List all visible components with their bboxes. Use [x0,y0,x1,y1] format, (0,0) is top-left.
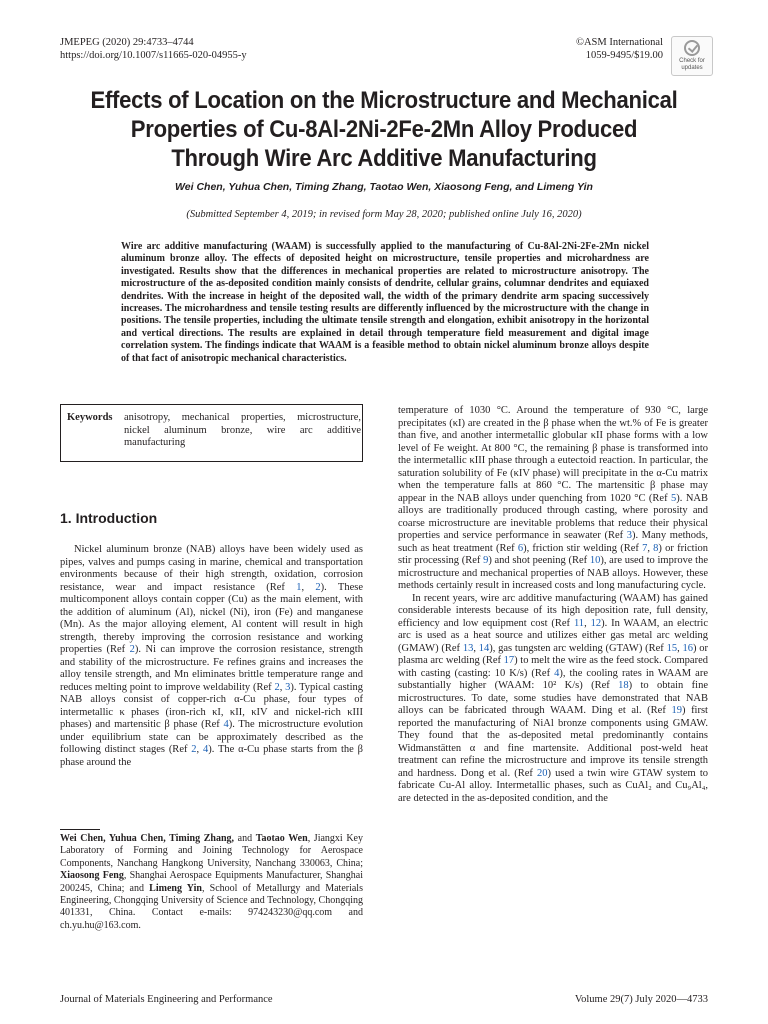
paragraph: Nickel aluminum bronze (NAB) alloys have been widely used as pipes, valves and pumps casing in marine, chemical and transportation environments because of their high strength, oxidation, corrosion resistance, wear and impact resistance (Ref 1, 2). These multicomponent alloys contain copper (Cu) as the main element, with the addition of aluminum (Al), nickel (Ni), iron (Fe) and manganese (Mn). As the major alloying element, Al content will result in high strength, thereby improving the corrosion resistance and working properties (Ref 2). Ni can improve the corrosion resistance, strength and stability of the microstructure. Fe refines grains and increases the alloy tensile strength, and Mn eliminates brittle temperature range and reduces melting point to improve weldability (Ref 2, 3). Typical casting NAB alloys consist of copper-rich α-Cu phase, four types of intermetallic κ phases (iron-rich κI, κII, κIV and nickel-rich κIII phases) and martensitic β phase (Ref 4). The microstructure evolution under equilibrium state can be approximately described as the following distinct stages (Ref 2, 4). The α-Cu phase starts from the β phase around the [60,544,363,768]
abstract: Wire arc additive manufacturing (WAAM) is successfully applied to the manufacturing of Cu-8Al-2Ni-2Fe-2Mn nickel aluminum bronze alloy. The effects of deposited height on microstructure, tensile properties and microhardness are investigated. Results show that the differences in mechanical properties are related to microstructure anisotropy. The microstructure of the as-deposited condition mainly consists of dendrite, cellular grains, columnar dendrites and equiaxed dendrites. With the increase in height of the deposited wall, the width of the primary dendrite arm spacing successively increases. The microhardness and tensile testing results are differently influenced by the microstructure with the change in positions. The tensile properties, including the ultimate tensile strength and elongation, exhibit anisotropy in the horizontal and vertical directions. The results are explained in detail through temperature field measurement and digital image correlation system. The findings indicate that WAAM is a feasible method to obtain nickel aluminum bronze alloys despite of that fact of anisotropic mechanical characteristics. [121,241,649,364]
reference-link[interactable]: 2 [274,681,280,693]
reference-link[interactable]: 14 [478,642,490,654]
reference-link[interactable]: 2 [129,644,135,655]
running-header-right [540,37,663,62]
reference-link[interactable]: 5 [671,492,677,504]
right-column [398,405,708,805]
submission-dates: (Submitted September 4, 2019; in revised form May 28, 2020; published online July 16, 2020) [186,209,582,220]
article-title: Effects of Location on the Microstructure and Mechanical Properties of Cu-8Al-2Ni-2Fe-2Mn Alloy Produced Through Wire Arc Additive Manufacturing [90,87,678,172]
paragraph: temperature of 1030 °C. Around the temperature of 930 °C, large precipitates (κI) are created in the β phase when the wt.% of Fe is greater than five, and another intermetallic globular κII phase forms with a low level of Fe weight. At 800 °C, the remaining β phase is transformed into the intermetallic κIII phase through a eutectoid reaction. In particular, the saturation solubility of Fe (κIV phase) will precipitate in the α-Cu matrix when the temperature falls at 860 °C. The martensitic β phase may appear in the NAB alloys under quenching from 1020 °C (Ref 5). NAB alloys are traditionally produced through casting, where porosity and coarse microstructure are inevitable problems that reduce their physical properties and service performance in seawater (Ref 3). Many methods, such as heat treatment (Ref 6), friction stir welding (Ref 7, 8) or friction stir processing (Ref 9) and shot peening (Ref 10), are used to improve the microstructure and mechanical properties of NAB alloys. However, these methods certainly result in increased costs and long manufacturing cycle. [398,405,709,591]
reference-link[interactable]: 16 [682,642,693,654]
paragraph: In recent years, wire arc additive manufacturing (WAAM) has gained considerable interests because of its high deposition rate, full density, efficiency and low equipment cost (Ref 11, 12). In WAAM, an electric arc is used as a heat source and utilizes either gas metal arc welding (GMAW) (Ref 13, 14), gas tungsten arc welding (GTAW) (Ref 15, 16) or plasma arc welding (Ref 17) to melt the wire as the feed stock. Compared with casting (casting: 10 K/s) (Ref 4), the cooling rates in WAAM are substantially higher (WAAM: 10² K/s) (Ref 18) to obtain fine microstructures. To date, some studies have demonstrated that NAB alloys can be fabricated through WAAM. Ding et al. (Ref 19) first reported the manufacturing of NiAl bronze components using GMAW. They found that the as-deposited metal predominantly contains Widmanstätten α and fine martensite. Additional post-weld heat treatment can refine the microstructure and improve its tensile strength and hardness. Dong et al. (Ref 20) used a twin wire GTAW system to fabricate Cu-Al alloy. Intermetallic phases, such as CuAl₂ and Cu₉Al₄, are detected in the as-deposited condition, and the [398,592,709,804]
reference-link[interactable]: 2 [315,581,321,593]
reference-link[interactable]: 20 [537,767,548,779]
reference-link[interactable]: 6 [517,542,524,554]
reference-link[interactable]: 11 [573,617,585,629]
author-list: Wei Chen, Yuhua Chen, Timing Zhang, Taotao Wen, Xiaosong Feng, and Limeng Yin [175,181,593,193]
section-heading-introduction: 1. Introduction [60,510,158,526]
reference-link[interactable]: 3 [285,681,291,693]
reference-link[interactable]: 8 [653,542,659,554]
reference-link[interactable]: 9 [483,555,489,566]
reference-link[interactable]: 4 [554,667,560,679]
footer-volume-page: Volume 29(7) July 2020—4733 [574,994,708,1005]
reference-link[interactable]: 4 [202,744,209,755]
reference-link[interactable]: 1 [296,581,302,593]
reference-link[interactable]: 2 [191,744,197,755]
reference-link[interactable]: 15 [666,642,678,654]
running-header-left [60,37,247,62]
reference-link[interactable]: 17 [503,655,515,666]
reference-link[interactable]: 19 [671,705,682,716]
reference-link[interactable]: 4 [223,719,229,730]
author-affiliations: Wei Chen, Yuhua Chen, Timing Zhang, and Taotao Wen, Jiangxi Key Laboratory of Forming and Joining Technology for Aerospace Components, Nanchang Hangkong University, Nanchang 330063, China; Xiaosong Feng, Shanghai Aerospace Equipments Manufacturer, Shanghai 200245, China; and Limeng Yin, School of Metallurgy and Materials Engineering, Chongqing University of Science and Technology, Chongqing 401331, China. Contact e-mails: 974243230@qq.com and ch.yu.hu@163.com. [60,833,363,931]
doi-link[interactable]: https://doi.org/10.1007/s11665-020-04955-y [60,49,247,61]
reference-link[interactable]: 13 [462,642,474,654]
footnote-rule [60,829,100,830]
copyright-notice: ©ASM International [575,37,663,48]
keywords-label: Keywords [67,412,113,423]
badge-label: Check for updates [679,58,705,71]
keywords-text: anisotropy, mechanical properties, microstructure, nickel aluminum bronze, wire arc additive manufacturing [124,412,361,448]
reference-link[interactable]: 3 [626,530,632,541]
reference-link[interactable]: 7 [642,542,648,554]
left-column [60,544,363,769]
reference-link[interactable]: 18 [618,680,629,691]
reference-link[interactable]: 12 [590,617,602,629]
journal-citation: JMEPEG (2020) 29:4733–4744 [60,37,194,48]
footer-journal-name: Journal of Materials Engineering and Performance [60,994,273,1005]
check-for-updates-badge[interactable] [671,36,713,76]
reference-link[interactable]: 10 [589,555,601,566]
check-updates-icon [684,40,700,56]
issn-price: 1059-9495/$19.00 [585,49,663,61]
